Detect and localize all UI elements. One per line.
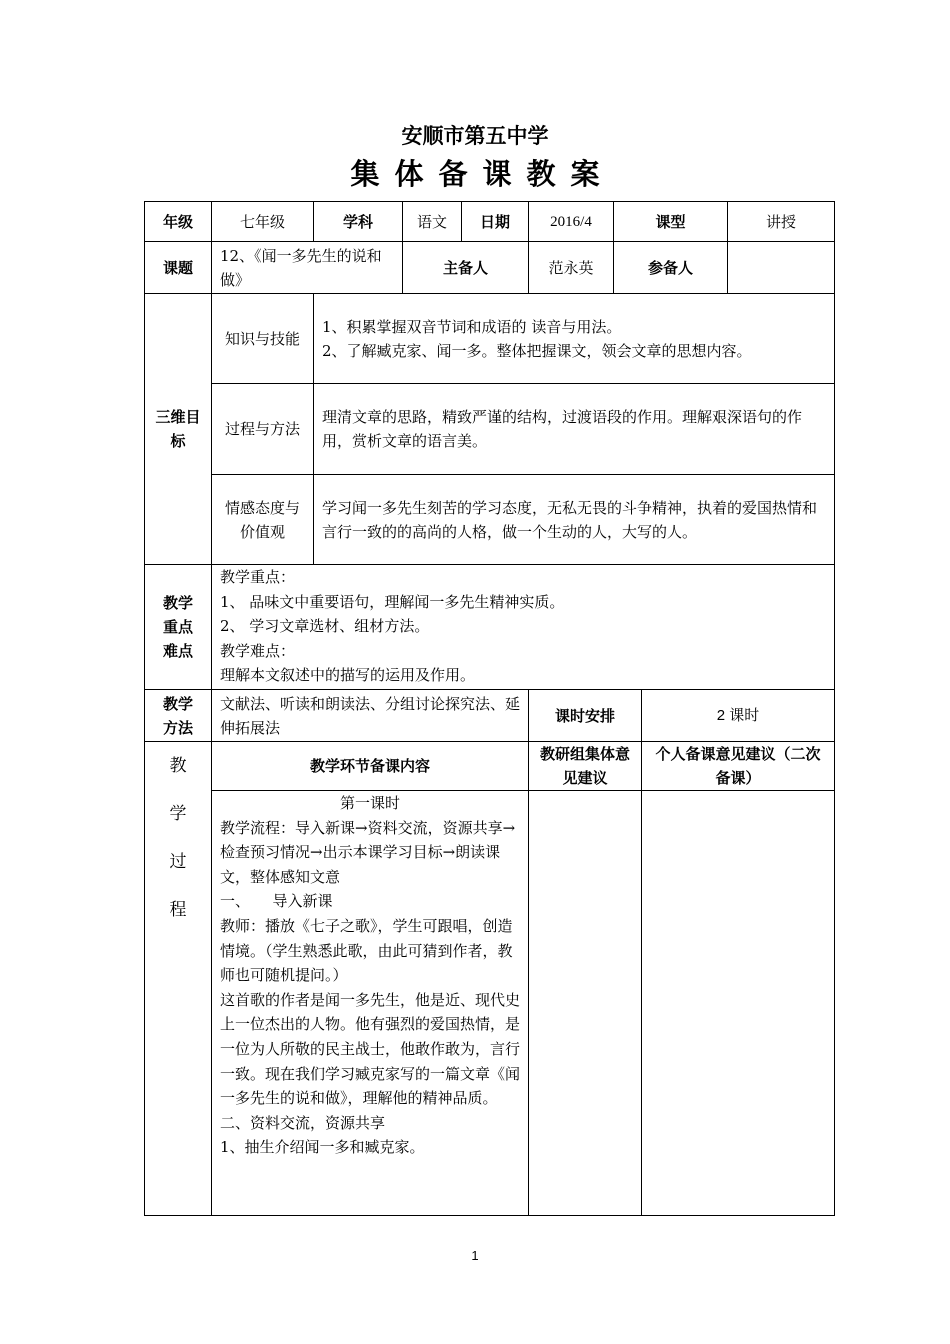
subject-label: 学科 bbox=[314, 202, 403, 242]
process-line: 教学流程：导入新课→资料交流，资源共享→ bbox=[220, 818, 516, 837]
process-label-cell bbox=[145, 742, 212, 1216]
hours-label: 课时安排 bbox=[529, 690, 642, 742]
participants-label: 参备人 bbox=[614, 242, 728, 294]
date-label: 日期 bbox=[462, 202, 529, 242]
grade-label: 年级 bbox=[145, 202, 212, 242]
session-title: 第一课时 bbox=[339, 794, 400, 812]
process-line: 检查预习情况→出示本课学习目标→朗读课文，整体感知文意 bbox=[220, 843, 501, 886]
knowledge-label: 知识与技能 bbox=[212, 294, 314, 384]
info-row-2 bbox=[145, 242, 835, 294]
keypoint-line: 教学难点： bbox=[220, 641, 296, 660]
methods-row bbox=[145, 690, 835, 742]
type-value: 讲授 bbox=[728, 202, 835, 242]
keypoint-line: 1、 品味文中重要语句，理解闻一多先生精神实质。 bbox=[220, 592, 565, 611]
goal-row-process bbox=[145, 384, 835, 475]
keypoints-content bbox=[212, 565, 835, 690]
process-header-row bbox=[145, 742, 835, 791]
lesson-plan-table bbox=[144, 201, 835, 1216]
process-line: 一、 导入新课 bbox=[220, 892, 333, 911]
emotion-label: 情感态度与价值观 bbox=[212, 475, 314, 565]
page-number: 1 bbox=[471, 1248, 479, 1263]
topic-value: 12、《闻一多先生的说和做》 bbox=[212, 242, 403, 294]
process-label-char: 学 bbox=[169, 804, 187, 824]
info-row-1 bbox=[145, 202, 835, 242]
process-line: 1、抽生介绍闻一多和臧克家。 bbox=[220, 1138, 425, 1157]
knowledge-content bbox=[314, 294, 835, 384]
emotion-content: 学习闻一多先生刻苦的学习态度，无私无畏的斗争精神，执着的爱国热情和言行一致的的高尚的人格，做一个生动的人，大写的人。 bbox=[314, 475, 835, 565]
keypoint-line: 教学重点： bbox=[220, 568, 296, 586]
process-body-row bbox=[145, 791, 835, 1216]
process-label-char: 过 bbox=[169, 852, 187, 872]
goals-label: 三维目标 bbox=[145, 294, 212, 565]
type-label: 课型 bbox=[614, 202, 728, 242]
keypoints-row bbox=[145, 565, 835, 690]
hours-value: 2 课时 bbox=[642, 690, 835, 742]
participants-value bbox=[728, 242, 835, 294]
grade-value: 七年级 bbox=[212, 202, 314, 242]
process-line: 二、资料交流，资源共享 bbox=[220, 1113, 386, 1132]
process-label-char: 教 bbox=[169, 756, 187, 776]
date-value: 2016/4 bbox=[529, 202, 614, 242]
col-header-group: 教研组集体意见建议 bbox=[529, 742, 642, 791]
group-suggestions-cell bbox=[529, 791, 642, 1216]
subject-value: 语文 bbox=[403, 202, 462, 242]
keypoint-line: 理解本文叙述中的描写的运用及作用。 bbox=[220, 666, 476, 684]
process-line: 教师：播放《七子之歌》，学生可跟唱，创造情境。（学生熟悉此歌，由此可猜到作者，教师也可随机提问。） bbox=[220, 916, 513, 985]
methods-content: 文献法、听读和朗读法、分组讨论探究法、延伸拓展法 bbox=[212, 690, 529, 742]
process-method-label: 过程与方法 bbox=[212, 384, 314, 475]
keypoints-label: 教学重点难点 bbox=[145, 565, 212, 690]
knowledge-item-2: 2、了解臧克家、闻一多。整体把握课文，领会文章的思想内容。 bbox=[322, 341, 752, 360]
goal-row-emotion bbox=[145, 475, 835, 565]
col-header-personal: 个人备课意见建议（二次备课） bbox=[642, 742, 835, 791]
lead-value: 范永英 bbox=[529, 242, 614, 294]
topic-label: 课题 bbox=[145, 242, 212, 294]
personal-suggestions-cell bbox=[642, 791, 835, 1216]
process-line: 这首歌的作者是闻一多先生，他是近、现代史上一位杰出的人物。他有强烈的爱国热情，是一位为人所敬的民主战士，他敢作敢为，言行一致。现在我们学习臧克家写的一篇文章《闻一多先生的说和做》，理解他的精神品质。 bbox=[220, 990, 521, 1108]
process-content bbox=[212, 791, 529, 1216]
document-title: 集体备课教案 bbox=[350, 157, 615, 191]
lead-label: 主备人 bbox=[403, 242, 529, 294]
col-header-content: 教学环节备课内容 bbox=[212, 742, 529, 791]
process-method-content: 理清文章的思路，精致严谨的结构，过渡语段的作用。理解艰深语句的作用，赏析文章的语言美。 bbox=[314, 384, 835, 475]
goal-row-knowledge bbox=[145, 294, 835, 384]
school-name: 安顺市第五中学 bbox=[401, 124, 549, 148]
keypoint-line: 2、 学习文章选材、组材方法。 bbox=[220, 617, 430, 635]
process-label-char: 程 bbox=[169, 900, 187, 920]
process-label bbox=[145, 742, 211, 934]
knowledge-item-1: 1、积累掌握双音节词和成语的 读音与用法。 bbox=[322, 317, 622, 336]
methods-label: 教学方法 bbox=[145, 690, 212, 742]
